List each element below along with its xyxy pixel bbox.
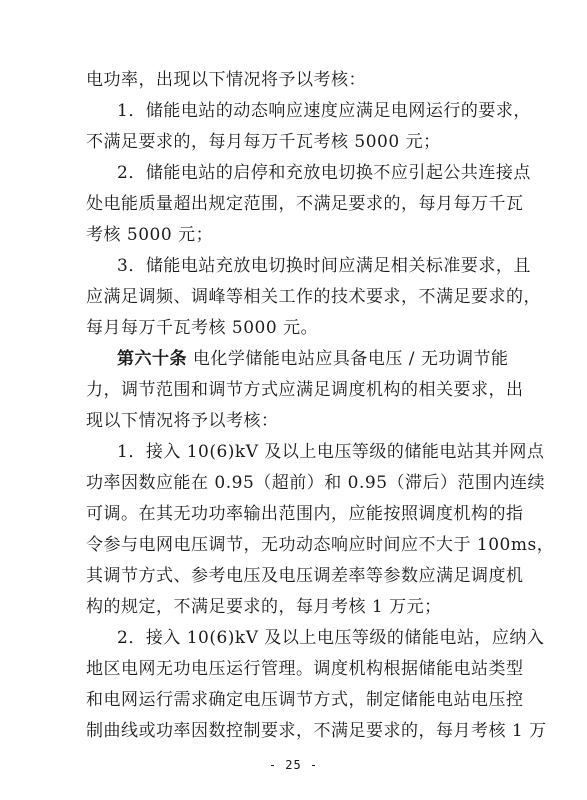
text-line: 制曲线或功率因数控制要求，不满足要求的，每月考核 1 万 — [86, 721, 547, 741]
text-line: 应满足调频、调峰等相关工作的技术要求，不满足要求的， — [86, 287, 541, 307]
text-line: 功率因数应能在 0.95（超前）和 0.95（滞后）范围内连续 — [86, 473, 546, 493]
text-line: 现以下情况将予以考核： — [86, 411, 279, 431]
article-line — [117, 349, 508, 369]
text-line: 不满足要求的，每月每万千瓦考核 5000 元； — [86, 132, 441, 152]
article-heading: 第六十条 — [117, 349, 187, 369]
text-line: 令参与电网电压调节，无功动态响应时间应不大于 100ms， — [86, 535, 555, 555]
text-line: 其调节方式、参考电压及电压调差率等参数应满足调度机 — [86, 566, 524, 586]
text-line: 可调。在其无功功率输出范围内，应能按照调度机构的指 — [86, 504, 524, 524]
text-line: 2．接入 10(6)kV 及以上电压等级的储能电站，应纳入 — [117, 628, 545, 648]
page-number: - 25 - — [268, 758, 319, 772]
text-line: 每月每万千瓦考核 5000 元。 — [86, 318, 319, 338]
text-line: 构的规定，不满足要求的，每月考核 1 万元； — [86, 597, 442, 617]
text-line: 地区电网无功电压运行管理。调度机构根据储能电站类型 — [86, 659, 524, 679]
text-line: 2．储能电站的启停和充放电切换不应引起公共连接点 — [117, 163, 531, 183]
text-line: 力，调节范围和调节方式应满足调度机构的相关要求，出 — [86, 380, 524, 400]
text-line: 1．储能电站的动态响应速度应满足电网运行的要求， — [117, 101, 531, 121]
text-line: 1．接入 10(6)kV 及以上电压等级的储能电站其并网点 — [117, 442, 545, 462]
text-line: 考核 5000 元； — [86, 225, 214, 245]
text-line: 和电网运行需求确定电压调节方式，制定储能电站电压控 — [86, 690, 524, 710]
text-line: 电化学储能电站应具备电压 / 无功调节能 — [192, 349, 509, 369]
text-line: 3．储能电站充放电切换时间应满足相关标准要求，且 — [117, 256, 531, 276]
text-line: 处电能质量超出规定范围，不满足要求的，每月每万千瓦 — [86, 194, 524, 214]
text-line: 电功率，出现以下情况将予以考核： — [86, 70, 366, 90]
